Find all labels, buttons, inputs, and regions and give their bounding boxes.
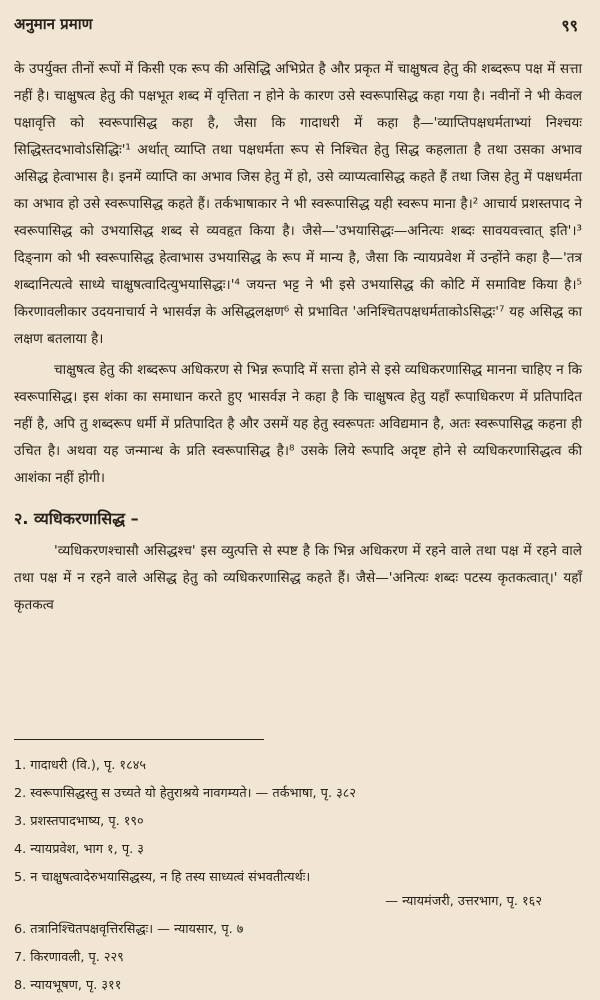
footnote: 3. प्रशस्तपादभाष्य, पृ. १९० [14, 814, 144, 829]
footnote: 4. न्यायप्रवेश, भाग १, पृ. ३ [14, 842, 144, 857]
section-paragraph: 'व्यधिकरणश्चासौ असिद्धश्च' इस व्युत्पत्ति से स्पष्ट है कि भिन्न अधिकरण में रहने वाले तथा पक्ष में रहने वाले तथा पक्ष में न रहने वाले असिद्ध हेतु को व्यधिकरणासिद्ध कहते हैं। जैसे—'अनित्यः शब्दः पटस्य कृतकत्वात्।' यहाँ कृतकत्व [14, 543, 582, 613]
page-number: ९९ [561, 16, 578, 35]
section-heading: २. व्यधिकरणासिद्ध – [14, 509, 139, 528]
paragraph: के उपर्युक्त तीनों रूपों में किसी एक रूप की असिद्धि अभिप्रेत है और प्रकृत में चाक्षुषत्व हेतु की शब्दरूप पक्ष में सत्ता नहीं है। चाक्षुषत्व हेतु की पक्षभूत शब्द में वृत्तिता न होने के कारण उसे स्वरूपासिद्ध कहा गया है। नवीनों ने भी केवल पक्षावृत्ति को स्वरूपासिद्ध कहा है, जैसा कि गादाधरी में कहा है—'व्याप्तिपक्षधर्मताभ्यां निश्चयः सिद्धिस्तदभावोऽसिद्धिः'¹ अर्थात् व्याप्ति तथा पक्षधर्मता रूप से निश्चित हेतु सिद्ध कहलाता है तथा उसका अभाव असिद्ध हेत्वाभास है। इनमें व्याप्ति का अभाव जिस हेतु में हो, उसे व्याप्यत्वासिद्ध कहते हैं तथा जिस हेतु में पक्षधर्मता का अभाव हो उसे स्वरूपासिद्ध कहते हैं। तर्कभाषाकार ने भी स्वरूपासिद्ध यही स्वरूप माना है।² आचार्य प्रशस्तपाद ने स्वरूपासिद्ध को उभयासिद्ध शब्द से व्यवहृत किया है। जैसे—'उभयासिद्धः—अनित्यः शब्दः सावयवत्त्वात् इति'।³ दिङ्नाग को भी स्वरूपासिद्ध हेत्वाभास उभयासिद्ध के रूप में मान्य है, जैसा कि न्यायप्रवेश में उन्होंने कहा है—'तत्र शब्दानित्यत्वे साध्ये चाक्षुषत्वादित्युभयासिद्धः।'⁴ जयन्त भट्ट ने भी इसे उभयासिद्ध की कोटि में समाविष्ट किया है।⁵ किरणावलीकार उदयनाचार्य ने भासर्वज्ञ के असिद्धलक्षण⁶ से प्रभावित 'अनिश्चितपक्षधर्मताकोऽसिद्धः'⁷ यह असिद्ध का लक्षण बतलाया है। [14, 61, 582, 347]
footnote-rule [14, 739, 264, 740]
footnotes [14, 752, 582, 1000]
footnote: 5. न चाक्षुषत्वादेरुभयासिद्धस्य, न हि तस्य साध्यत्वं संभवतीत्यर्थः। [14, 870, 311, 885]
footnote: 2. स्वरूपासिद्धस्तु स उच्यते यो हेतुराश्रये नावगम्यते। — तर्कभाषा, पृ. ३८२ [14, 786, 357, 801]
footnote-source: — न्यायमंजरी, उत्तरभाग, पृ. १६२ [385, 894, 542, 909]
footnote: 8. न्यायभूषण, पृ. ३११ [14, 978, 122, 993]
page-header [14, 14, 578, 40]
footnote: 1. गादाधरी (वि.), पृ. १८४५ [14, 758, 147, 773]
running-head: अनुमान प्रमाण [14, 15, 93, 33]
footnote: 7. किरणावली, पृ. २२९ [14, 950, 124, 965]
main-text [14, 56, 582, 619]
paragraph: चाक्षुषत्व हेतु की शब्दरूप अधिकरण से भिन्न रूपादि में सत्ता होने से इसे व्यधिकरणासिद्ध मानना चाहिए न कि स्वरूपासिद्ध। इस शंका का समाधान करते हुए भासर्वज्ञ ने कहा है कि चाक्षुषत्व हेतु यहाँ रूपाधिकरण में प्रतिपादित नहीं है, अपि तु शब्दरूप धर्मी में प्रतिपादित है और उसमें यह हेतु स्वरूपतः अविद्यमान है, अतः स्वरूपासिद्ध कहना ही उचित है। अथवा यह जन्मान्ध के प्रति स्वरूपासिद्ध है।⁸ उसके लिये रूपादि अदृष्ट होने से व्यधिकरणासिद्धत्व की आशंका नहीं होगी। [14, 362, 582, 486]
footnote: 6. तत्रानिश्चितपक्षवृत्तिरसिद्धः। — न्यायसार, पृ. ७ [14, 922, 244, 937]
